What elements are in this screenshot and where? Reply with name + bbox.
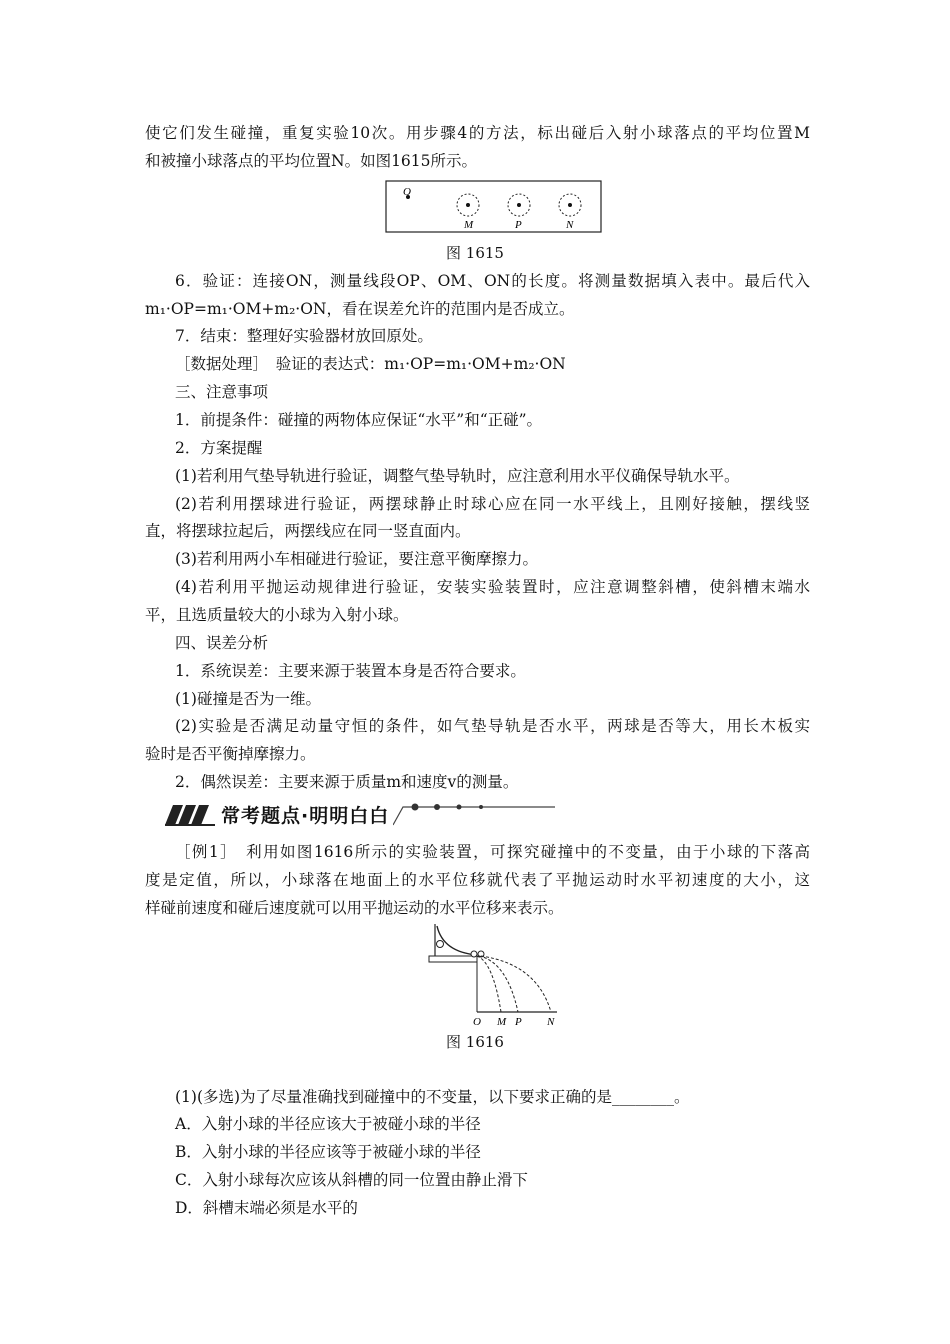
option-d: D．斜槽末端必须是水平的: [175, 1199, 358, 1217]
option-c: C．入射小球每次应该从斜槽的同一位置由静止滑下: [175, 1171, 528, 1189]
section-banner: [145, 799, 565, 829]
section-heading: 三、注意事项: [175, 383, 269, 401]
paragraph-line: ［数据处理］ 验证的表达式：m₁·OP=m₁·OM+m₂·ON: [175, 355, 566, 373]
paragraph-line: 直，将摆球拉起后，两摆线应在同一竖直面内。: [145, 522, 471, 540]
option-b: B．入射小球的半径应该等于被碰小球的半径: [175, 1143, 481, 1161]
paragraph-line: 平，且选质量较大的小球为入射小球。: [145, 606, 409, 624]
paragraph-line: (1)若利用气垫导轨进行验证，调整气垫导轨时，应注意利用水平仪确保导轨水平。: [175, 467, 740, 485]
label-N: N: [566, 219, 574, 231]
paragraph-line: 验时是否平衡掉摩擦力。: [145, 745, 316, 763]
paragraph-line: (2)若利用摆球进行验证，两摆球静止时球心应在同一水平线上，且刚好接触，摆线竖: [175, 495, 810, 513]
paragraph-line: 2．方案提醒: [175, 439, 263, 457]
label-O: O: [403, 186, 411, 198]
paragraph-line: (3)若利用两小车相碰进行验证，要注意平衡摩擦力。: [175, 550, 538, 568]
section-heading: 四、误差分析: [175, 634, 269, 652]
figure-caption: 图 1616: [446, 1033, 504, 1051]
option-a: A．入射小球的半径应该大于被碰小球的半径: [175, 1115, 481, 1133]
figure-caption: 图 1615: [446, 244, 504, 262]
figure-1616: [425, 922, 575, 1028]
label-P: P: [515, 219, 522, 231]
paragraph-line: 和被撞小球落点的平均位置N。如图1615所示。: [145, 152, 478, 170]
paragraph-line: m₁·OP=m₁·OM+m₂·ON，看在误差允许的范围内是否成立。: [145, 300, 575, 318]
paragraph-line: 2．偶然误差：主要来源于质量m和速度v的测量。: [175, 773, 519, 791]
paragraph-line: 1．系统误差：主要来源于装置本身是否符合要求。: [175, 662, 526, 680]
figure-1615: [385, 180, 602, 233]
paragraph-line: (4)若利用平抛运动规律进行验证，安装实验装置时，应注意调整斜槽，使斜槽末端水: [175, 578, 810, 596]
paragraph-line: 使它们发生碰撞，重复实验10次。用步骤4的方法，标出碰后入射小球落点的平均位置M: [145, 124, 810, 142]
paragraph-line: 7．结束：整理好实验器材放回原处。: [175, 327, 433, 345]
label-O: O: [473, 1016, 481, 1028]
paragraph-line: 1．前提条件：碰撞的两物体应保证“水平”和“正碰”。: [175, 411, 543, 429]
paragraph-line: (2)实验是否满足动量守恒的条件，如气垫导轨是否水平，两球是否等大，用长木板实: [175, 717, 810, 735]
label-P: P: [515, 1016, 522, 1028]
paragraph-line: 样碰前速度和碰后速度就可以用平抛运动的水平位移来表示。: [145, 899, 564, 917]
label-M: M: [464, 219, 474, 231]
label-N: N: [547, 1016, 555, 1028]
paragraph-line: (1)碰撞是否为一维。: [175, 690, 321, 708]
label-M: M: [497, 1016, 507, 1028]
question-line: (1)(多选)为了尽量准确找到碰撞中的不变量，以下要求正确的是________。: [175, 1088, 690, 1106]
paragraph-line: 度是定值，所以，小球落在地面上的水平位移就代表了平抛运动时水平初速度的大小，这: [145, 871, 810, 889]
paragraph-line: 6．验证：连接ON，测量线段OP、OM、ON的长度。将测量数据填入表中。最后代入: [175, 272, 810, 290]
banner-title: 常考题点·明明白白: [217, 801, 393, 828]
paragraph-line: ［例1］ 利用如图1616所示的实验装置，可探究碰撞中的不变量，由于小球的下落高: [175, 843, 810, 861]
